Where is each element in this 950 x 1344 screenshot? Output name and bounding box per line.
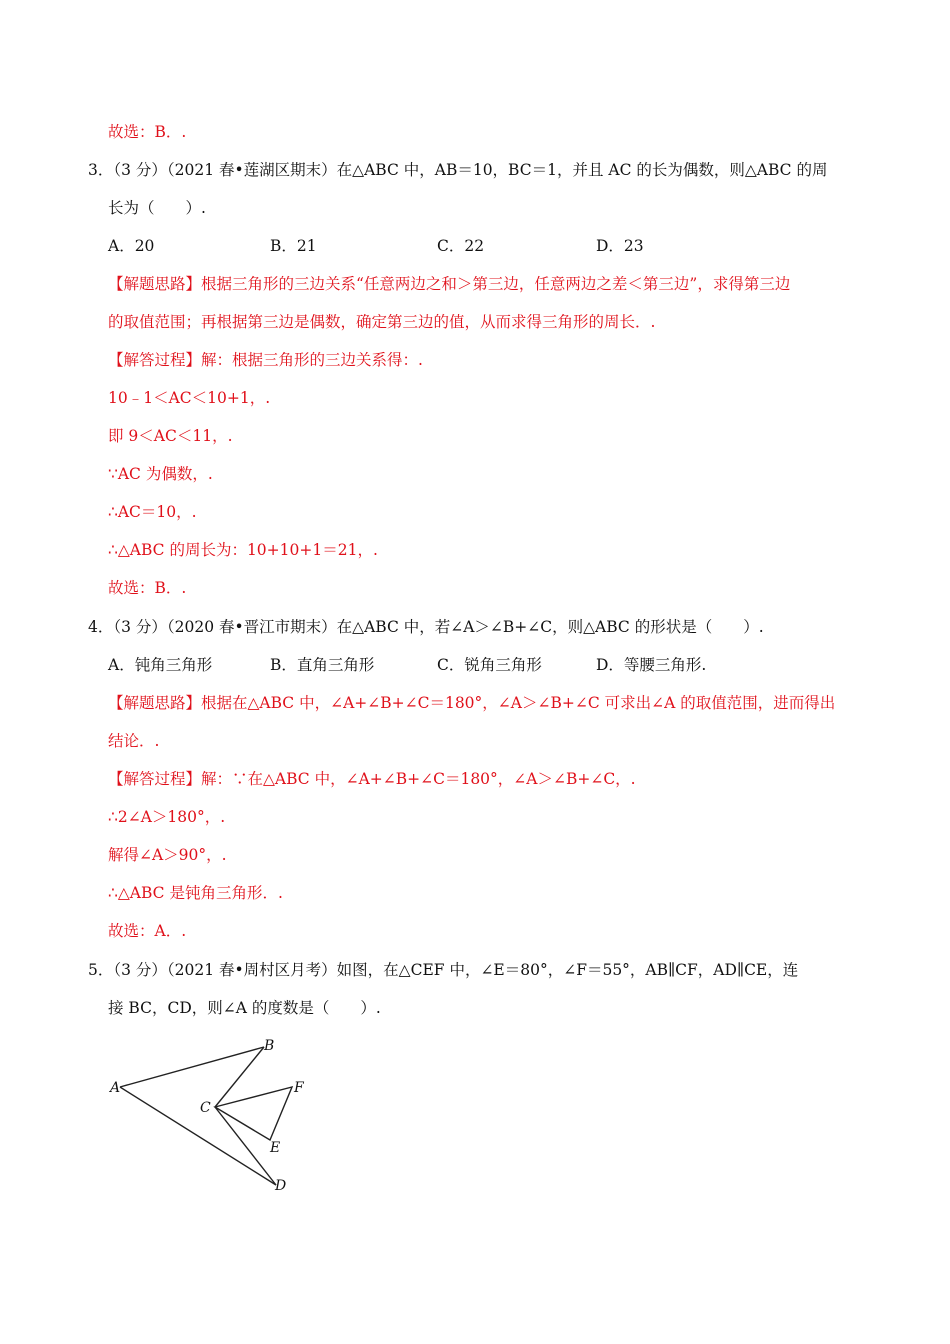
q2-answer: 故选：B．. <box>108 123 187 141</box>
q5-stem-line1: 5．（3 分）（2021 春•周村区月考）如图，在△CEF 中，∠E＝80°，∠F＝55°，AB∥CF，AD∥CE，连 <box>88 961 799 979</box>
label-c: C <box>200 1100 211 1116</box>
q3-solution-line1: 【解答过程】解：根据三角形的三边关系得：. <box>108 351 423 369</box>
q4-solution-line4: ∴△ABC 是钝角三角形．. <box>108 884 283 902</box>
q4-solution-line2: ∴2∠A＞180°，. <box>108 808 226 826</box>
q4-idea-line1: 【解题思路】根据在△ABC 中，∠A+∠B+∠C＝180°，∠A＞∠B+∠C 可求出∠A 的取值范围，进而得出 <box>108 694 836 712</box>
q3-idea-line2: 的取值范围；再根据第三边是偶数，确定第三边的值，从而求得三角形的周长．. <box>108 313 656 331</box>
q4-solution-line3: 解得∠A＞90°，. <box>108 846 227 864</box>
q3-option-c: C．22 <box>437 237 485 255</box>
label-a: A <box>110 1080 121 1096</box>
segment-cd <box>215 1107 276 1185</box>
q4-option-b: B．直角三角形 <box>270 656 375 674</box>
q3-option-d: D．23 <box>596 237 644 255</box>
q4-option-a: A．钝角三角形 <box>108 656 213 674</box>
segment-ab <box>120 1047 264 1087</box>
q3-solution-line6: ∴△ABC 的周长为：10+10+1＝21，. <box>108 541 378 559</box>
q4-stem-line1: 4．（3 分）（2020 春•晋江市期末）在△ABC 中，若∠A＞∠B+∠C，则△ABC 的形状是（ ）. <box>88 618 764 636</box>
q3-stem-line2: 长为（ ）. <box>108 199 206 217</box>
label-b: B <box>264 1038 275 1054</box>
q3-solution-line4: ∵AC 为偶数，. <box>108 465 213 483</box>
label-f: F <box>294 1080 304 1096</box>
q4-option-c: C．锐角三角形 <box>437 656 542 674</box>
q3-stem-line1: 3．（3 分）（2021 春•莲湖区期末）在△ABC 中，AB＝10，BC＝1，并且 AC 的长为偶数，则△ABC 的周 <box>88 161 828 179</box>
geometry-figure <box>100 1030 330 1200</box>
segment-bc <box>215 1047 264 1107</box>
label-d: D <box>275 1178 287 1194</box>
q3-option-b: B．21 <box>270 237 317 255</box>
q5-stem-line2: 接 BC，CD，则∠A 的度数是（ ）. <box>108 999 381 1017</box>
label-e: E <box>270 1140 281 1156</box>
q3-solution-line3: 即 9＜AC＜11，. <box>108 427 233 445</box>
q3-answer: 故选：B．. <box>108 579 187 597</box>
q3-option-a: A．20 <box>108 237 155 255</box>
q4-solution-line1: 【解答过程】解：∵在△ABC 中，∠A+∠B+∠C＝180°，∠A＞∠B+∠C，. <box>108 770 636 788</box>
q3-idea-line1: 【解题思路】根据三角形的三边关系“任意两边之和＞第三边，任意两边之差＜第三边”，求得第三边 <box>108 275 791 293</box>
triangle-cef <box>215 1087 292 1140</box>
q4-idea-line2: 结论．. <box>108 732 160 750</box>
q3-solution-line2: 10﹣1＜AC＜10+1，. <box>108 389 271 407</box>
q3-solution-line5: ∴AC＝10，. <box>108 503 197 521</box>
segment-ad <box>120 1087 276 1185</box>
q4-answer: 故选：A．. <box>108 922 187 940</box>
q4-option-d: D．等腰三角形. <box>596 656 707 674</box>
